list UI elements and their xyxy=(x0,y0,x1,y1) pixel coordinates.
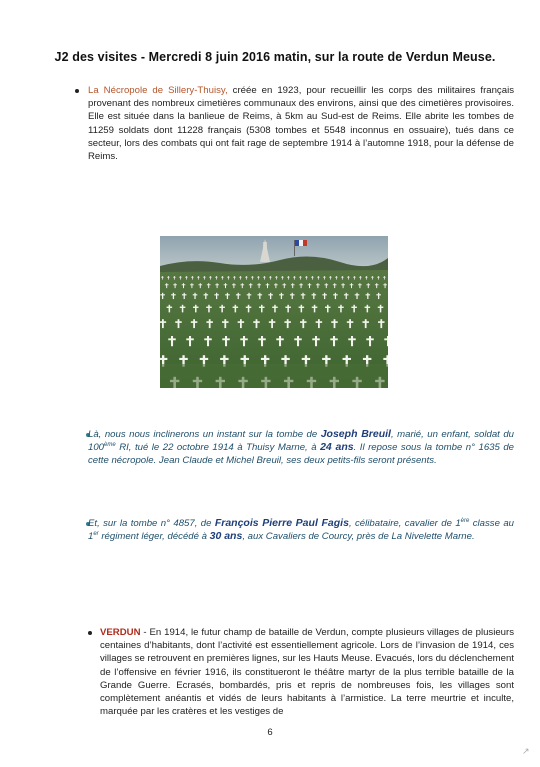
person-name: Joseph Breuil xyxy=(320,428,391,440)
paragraph-text: - En 1914, le futur champ de bataille de Verdun, compte plusieurs villages de plusieurs centaines d’habitants, dont l’activité est essentiellement agricole. Lors de l’invasion de 1914, ces villages se retrouvent en premières lignes, sur les Hauts Meuse. Evacués, lors du déclenchement de l’offensive en février 1916, ils constitueront le théâtre martyr de la plus terrible bataille de la Grande Guerre. Ecrasés, bombardés, pris et repris de nombreuses fois, les villages sont complètement anéantis et vidés de leurs habitants à l’armistice. La terre meurtrie et inculte, marquée par les cratères et les vestiges de xyxy=(100,627,514,718)
cemetery-photo xyxy=(160,236,388,388)
text-span: régiment léger, décédé à xyxy=(98,531,210,543)
superscript: ère xyxy=(460,517,470,524)
necropole-link-text: La Nécropole de Sillery-Thuisy, xyxy=(88,85,228,96)
corner-mark: ↗ xyxy=(522,746,530,756)
page-title: J2 des visites - Mercredi 8 juin 2016 matin, sur la route de Verdun Meuse. xyxy=(54,50,496,64)
age: 30 ans xyxy=(209,530,243,543)
person-name: François Pierre Paul Fagis xyxy=(214,517,349,529)
page-number: 6 xyxy=(267,727,273,738)
bullet xyxy=(88,631,92,635)
text-span: , marié, un enfant, soldat du 100 xyxy=(88,429,515,454)
text-span: , aux Cavaliers de Courcy, près de La Nivelette Marne. xyxy=(242,531,475,543)
paragraph-francois-fagis xyxy=(88,517,514,543)
text-span: Et, sur la tombe n° 4857, de xyxy=(88,518,215,529)
paragraph-necropole xyxy=(88,84,514,163)
text-span: RI, tué le 22 octobre 1914 à Thuisy Marne, à xyxy=(115,442,321,454)
text-span: . Il repose sous la tombe n° 1635 de cette nécropole. Jean Claude et Michel Breuil, ses deux petits-fils seront présents. xyxy=(88,442,514,467)
paragraph-joseph-breuil xyxy=(88,428,514,468)
verdun-heading: VERDUN xyxy=(100,627,141,638)
paragraph-verdun xyxy=(100,626,514,718)
superscript: er xyxy=(93,531,99,538)
bullet xyxy=(75,89,79,93)
text-span: Là, nous nous inclinerons un instant sur la tombe de xyxy=(88,429,321,440)
text-span: , célibataire, cavalier de 1 xyxy=(348,518,461,529)
superscript: ème xyxy=(104,442,116,449)
age: 24 ans xyxy=(320,441,354,454)
text-span: classe au 1 xyxy=(88,518,515,543)
paragraph-text: créée en 1923, pour recueillir les corps des militaires français provenant des nombreux cimetières communaux des environs, ainsi que des cimetières provisoires. Elle est située dans la banlieue de Reims, à 5km au Sud-est de Reims. Elle abrite les tombes de 11259 soldats dont 11228 français (5308 tombes et 5548 inconnus en ossuaire), tués dans ce secteur, lors des combats qui ont fait rage de septembre 1914 à l’automne 1918, pour la défense de Reims. xyxy=(88,85,514,163)
